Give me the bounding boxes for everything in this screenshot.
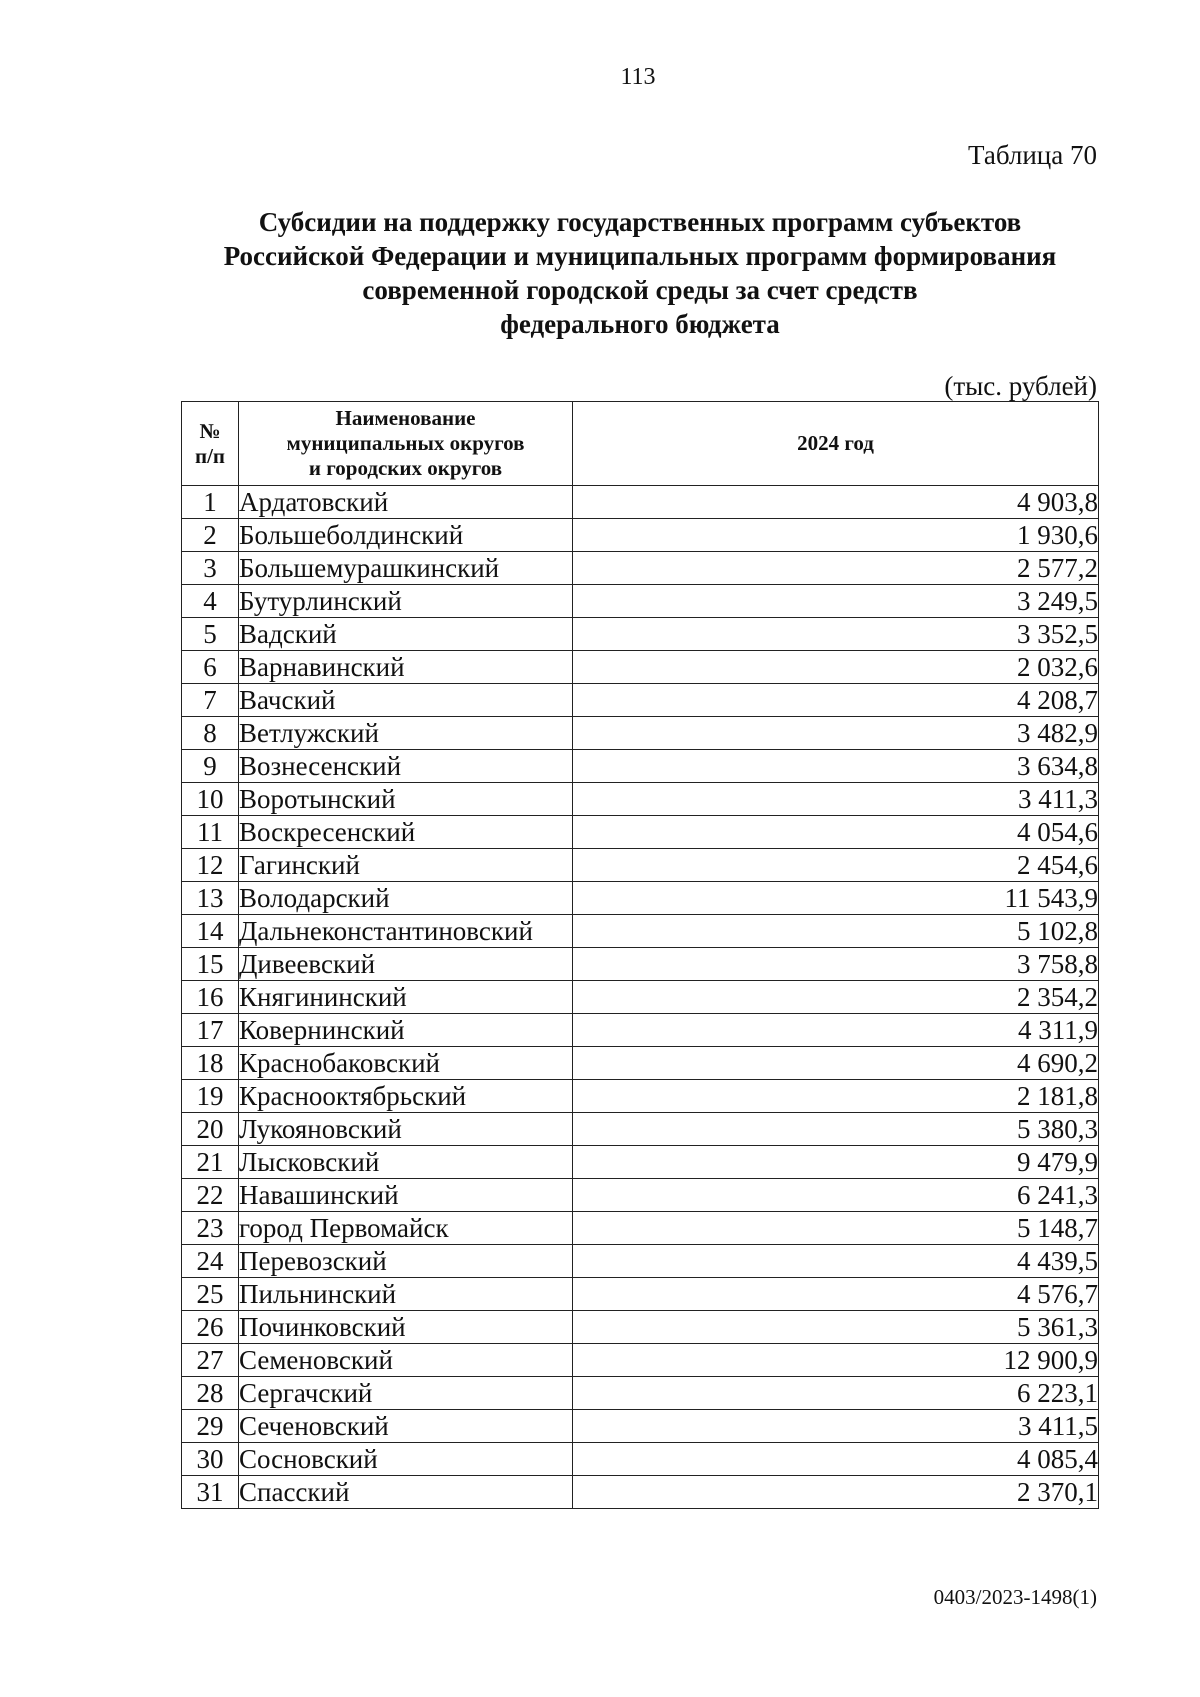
district-name: Володарский: [239, 882, 573, 915]
row-number: 3: [182, 552, 239, 585]
district-name: Княгининский: [239, 981, 573, 1014]
table-row: [182, 519, 1099, 552]
subsidy-value: 6 223,1: [573, 1377, 1099, 1410]
subsidy-value: 5 361,3: [573, 1311, 1099, 1344]
district-name: Варнавинский: [239, 651, 573, 684]
subsidy-value: 4 903,8: [573, 486, 1099, 519]
subsidy-value: 3 634,8: [573, 750, 1099, 783]
table-row: [182, 816, 1099, 849]
table-row: [182, 717, 1099, 750]
district-name: Бутурлинский: [239, 585, 573, 618]
subsidy-value: 4 054,6: [573, 816, 1099, 849]
table-row: [182, 684, 1099, 717]
district-name: Починковский: [239, 1311, 573, 1344]
row-number: 18: [182, 1047, 239, 1080]
row-number: 21: [182, 1146, 239, 1179]
subsidy-value: 5 148,7: [573, 1212, 1099, 1245]
table-row: [182, 1344, 1099, 1377]
district-name: Пильнинский: [239, 1278, 573, 1311]
district-name: Дивеевский: [239, 948, 573, 981]
district-name: Навашинский: [239, 1179, 573, 1212]
district-name: Ардатовский: [239, 486, 573, 519]
district-name: Ковернинский: [239, 1014, 573, 1047]
district-name: Дальнеконстантиновский: [239, 915, 573, 948]
district-name: Лукояновский: [239, 1113, 573, 1146]
district-name: Краснобаковский: [239, 1047, 573, 1080]
district-name: Краснооктябрьский: [239, 1080, 573, 1113]
district-name: Сергачский: [239, 1377, 573, 1410]
table-row: [182, 849, 1099, 882]
subsidy-value: 3 411,5: [573, 1410, 1099, 1443]
table-row: [182, 1047, 1099, 1080]
row-number: 8: [182, 717, 239, 750]
table-row: [182, 1311, 1099, 1344]
table-row: [182, 1278, 1099, 1311]
district-name: Сосновский: [239, 1443, 573, 1476]
subsidy-value: 4 690,2: [573, 1047, 1099, 1080]
subsidy-value: 2 181,8: [573, 1080, 1099, 1113]
row-number: 23: [182, 1212, 239, 1245]
row-number: 12: [182, 849, 239, 882]
district-name: Ветлужский: [239, 717, 573, 750]
table-row: [182, 1476, 1099, 1509]
table-row: [182, 1212, 1099, 1245]
table-row: [182, 1377, 1099, 1410]
row-number: 16: [182, 981, 239, 1014]
district-name: Вадский: [239, 618, 573, 651]
subsidy-value: 5 380,3: [573, 1113, 1099, 1146]
row-number: 4: [182, 585, 239, 618]
row-number: 7: [182, 684, 239, 717]
row-number: 30: [182, 1443, 239, 1476]
row-number: 14: [182, 915, 239, 948]
subsidy-value: 3 249,5: [573, 585, 1099, 618]
table-body: [182, 486, 1099, 1509]
table-row: [182, 618, 1099, 651]
subsidy-table: [181, 401, 1099, 1509]
title-line: Субсидии на поддержку государственных программ субъектов: [258, 207, 1022, 237]
header-year: 2024 год: [573, 402, 1099, 486]
table-header-row: [182, 402, 1099, 486]
subsidy-value: 3 482,9: [573, 717, 1099, 750]
subsidy-value: 6 241,3: [573, 1179, 1099, 1212]
subsidy-value: 12 900,9: [573, 1344, 1099, 1377]
subsidy-value: 11 543,9: [573, 882, 1099, 915]
table-row: [182, 948, 1099, 981]
row-number: 22: [182, 1179, 239, 1212]
table-row: [182, 1080, 1099, 1113]
unit-label: (тыс. рублей): [944, 371, 1097, 401]
row-number: 5: [182, 618, 239, 651]
row-number: 26: [182, 1311, 239, 1344]
table-label: Таблица 70: [968, 140, 1097, 170]
district-name: Семеновский: [239, 1344, 573, 1377]
row-number: 15: [182, 948, 239, 981]
district-name: Вачский: [239, 684, 573, 717]
row-number: 25: [182, 1278, 239, 1311]
subsidy-value: 2 354,2: [573, 981, 1099, 1014]
table-row: [182, 783, 1099, 816]
table-row: [182, 750, 1099, 783]
district-name: Большемурашкинский: [239, 552, 573, 585]
row-number: 28: [182, 1377, 239, 1410]
row-number: 9: [182, 750, 239, 783]
row-number: 11: [182, 816, 239, 849]
row-number: 27: [182, 1344, 239, 1377]
subsidy-value: 4 311,9: [573, 1014, 1099, 1047]
district-name: Большеболдинский: [239, 519, 573, 552]
row-number: 13: [182, 882, 239, 915]
title-line: современной городской среды за счет средств: [362, 275, 918, 305]
title-line: Российской Федерации и муниципальных программ формирования: [223, 241, 1057, 271]
table-row: [182, 1113, 1099, 1146]
district-name: Сеченовский: [239, 1410, 573, 1443]
subsidy-value: 2 032,6: [573, 651, 1099, 684]
header-name: Наименование муниципальных округов и городских округов: [239, 402, 573, 486]
row-number: 1: [182, 486, 239, 519]
table-row: [182, 1443, 1099, 1476]
subsidy-value: 4 439,5: [573, 1245, 1099, 1278]
table-row: [182, 1245, 1099, 1278]
row-number: 29: [182, 1410, 239, 1443]
table-row: [182, 1410, 1099, 1443]
subsidy-value: 9 479,9: [573, 1146, 1099, 1179]
subsidy-value: 2 454,6: [573, 849, 1099, 882]
table-row: [182, 915, 1099, 948]
header-number: № п/п: [182, 402, 239, 486]
district-name: Перевозский: [239, 1245, 573, 1278]
district-name: Вознесенский: [239, 750, 573, 783]
row-number: 19: [182, 1080, 239, 1113]
district-name: Воскресенский: [239, 816, 573, 849]
district-name: Лысковский: [239, 1146, 573, 1179]
table-row: [182, 651, 1099, 684]
table-row: [182, 1014, 1099, 1047]
table-row: [182, 1146, 1099, 1179]
district-name: Воротынский: [239, 783, 573, 816]
table-row: [182, 1179, 1099, 1212]
subsidy-value: 3 758,8: [573, 948, 1099, 981]
table-row: [182, 981, 1099, 1014]
row-number: 31: [182, 1476, 239, 1509]
table-row: [182, 882, 1099, 915]
document-code: 0403/2023-1498(1): [933, 1585, 1097, 1609]
document-title: [180, 205, 1100, 341]
row-number: 10: [182, 783, 239, 816]
title-line: федерального бюджета: [500, 309, 780, 339]
page-number: 113: [620, 64, 656, 90]
subsidy-value: 5 102,8: [573, 915, 1099, 948]
district-name: город Первомайск: [239, 1212, 573, 1245]
row-number: 6: [182, 651, 239, 684]
subsidy-value: 2 370,1: [573, 1476, 1099, 1509]
row-number: 2: [182, 519, 239, 552]
row-number: 20: [182, 1113, 239, 1146]
subsidy-value: 3 352,5: [573, 618, 1099, 651]
subsidy-value: 1 930,6: [573, 519, 1099, 552]
table-row: [182, 552, 1099, 585]
row-number: 17: [182, 1014, 239, 1047]
subsidy-value: 3 411,3: [573, 783, 1099, 816]
subsidy-value: 4 208,7: [573, 684, 1099, 717]
district-name: Гагинский: [239, 849, 573, 882]
subsidy-value: 4 576,7: [573, 1278, 1099, 1311]
district-name: Спасский: [239, 1476, 573, 1509]
subsidy-value: 2 577,2: [573, 552, 1099, 585]
subsidy-value: 4 085,4: [573, 1443, 1099, 1476]
row-number: 24: [182, 1245, 239, 1278]
table-row: [182, 585, 1099, 618]
table-row: [182, 486, 1099, 519]
